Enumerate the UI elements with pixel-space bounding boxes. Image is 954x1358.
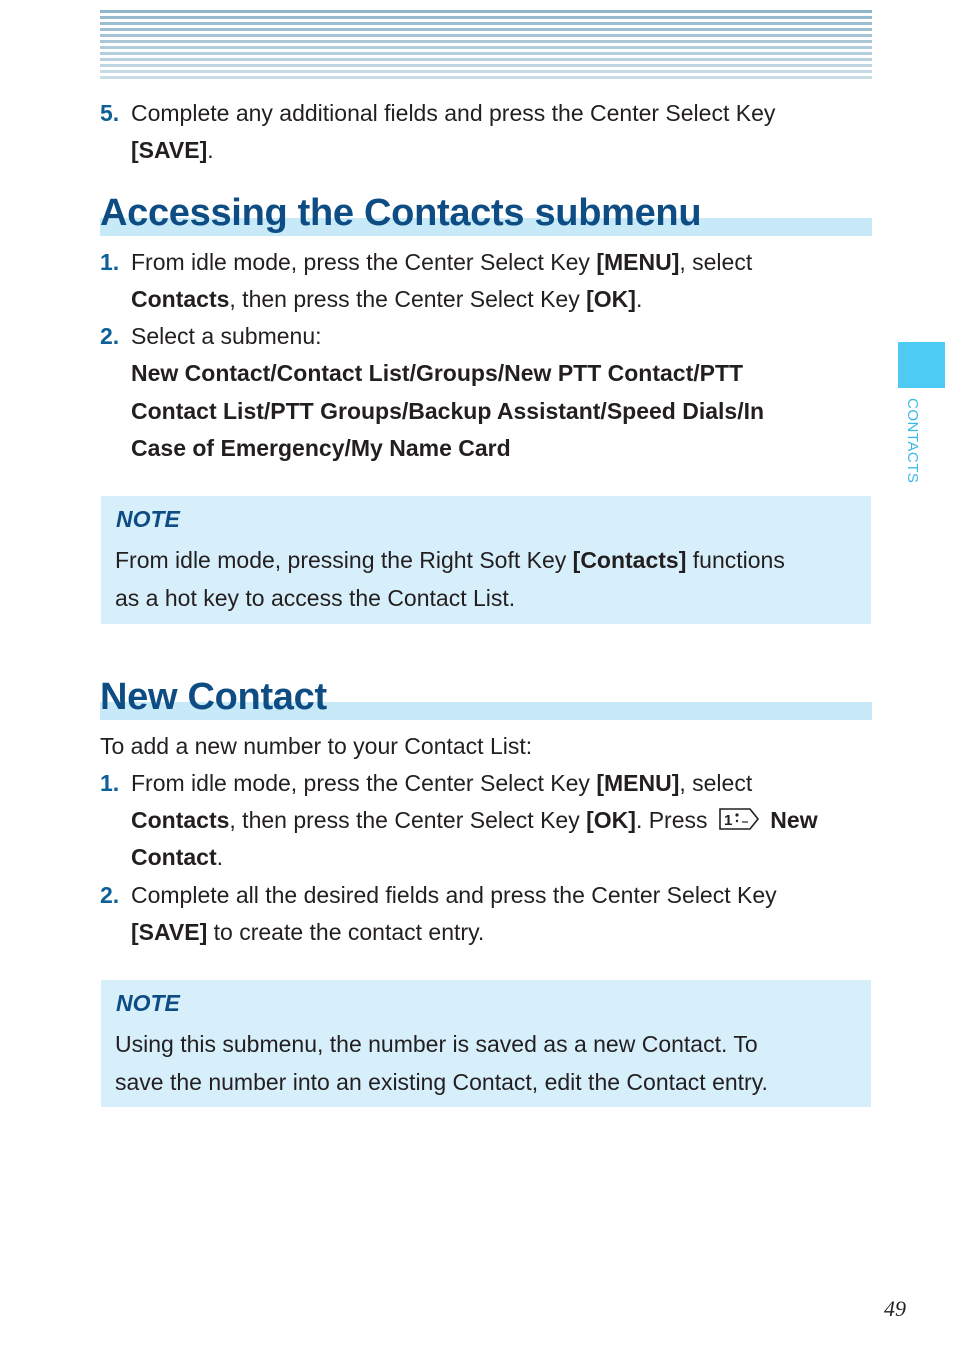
note-box xyxy=(101,496,871,624)
section-heading xyxy=(100,670,872,720)
step-text xyxy=(131,244,871,318)
contacts-label: Contacts xyxy=(131,807,230,833)
intro-text: To add a new number to your Contact List: xyxy=(100,733,533,759)
menu-key-label: [MENU] xyxy=(596,249,680,275)
note-body xyxy=(115,541,860,617)
chapter-tab xyxy=(898,342,945,388)
step-text-part: to create the contact entry. xyxy=(207,919,485,945)
step-text-part: , then press the Center Select Key xyxy=(229,286,587,312)
step-text-part: . Press xyxy=(635,807,714,833)
punctuation: . xyxy=(216,844,224,870)
new-contact-label: Contact xyxy=(131,844,217,870)
note-box xyxy=(101,980,871,1107)
ok-key-label: [OK] xyxy=(586,286,636,312)
step-text-part: From idle mode, press the Center Select Key xyxy=(131,249,597,275)
header-decoration xyxy=(100,10,872,80)
menu-key-label: [MENU] xyxy=(596,770,680,796)
note-text-part: functions xyxy=(686,547,785,573)
step-text-part: , select xyxy=(679,249,753,275)
submenu-list-line: Case of Emergency/My Name Card xyxy=(131,435,511,461)
save-key-label: [SAVE] xyxy=(131,137,208,163)
new-contact-label: New xyxy=(770,807,818,833)
note-text-part: as a hot key to access the Contact List. xyxy=(115,585,516,611)
step-text-part: From idle mode, press the Center Select Key xyxy=(131,770,597,796)
step-number: 2. xyxy=(100,323,120,349)
chapter-label: CONTACTS xyxy=(904,398,921,484)
step-text-line: Complete any additional fields and press the Center Select Key xyxy=(131,100,776,126)
punctuation: . xyxy=(207,137,214,163)
note-body xyxy=(115,1025,860,1101)
step-number: 1. xyxy=(100,770,120,796)
note-text-part: From idle mode, pressing the Right Soft Key xyxy=(115,547,573,573)
step-text xyxy=(131,95,871,169)
step-text xyxy=(131,877,871,951)
step-number: 5. xyxy=(100,100,120,126)
svg-text:1: 1 xyxy=(723,812,733,829)
submenu-list-line: New Contact/Contact List/Groups/New PTT Contact/PTT xyxy=(131,360,744,386)
punctuation: . xyxy=(635,286,643,312)
contacts-key-label: [Contacts] xyxy=(572,547,687,573)
ok-key-label: [OK] xyxy=(586,807,636,833)
step-text xyxy=(131,765,871,876)
note-title: NOTE xyxy=(116,990,180,1016)
contacts-label: Contacts xyxy=(131,286,230,312)
section-title: New Contact xyxy=(100,676,327,718)
step-number: 1. xyxy=(100,249,120,275)
step-text: Select a submenu: xyxy=(131,323,322,349)
save-key-label: [SAVE] xyxy=(131,919,208,945)
section-heading xyxy=(100,186,872,236)
step-number: 2. xyxy=(100,882,120,908)
key-1-icon xyxy=(718,805,760,829)
note-title: NOTE xyxy=(116,506,180,532)
submenu-list-line: Contact List/PTT Groups/Backup Assistant/Speed Dials/In xyxy=(131,397,765,424)
step-text-part: , then press the Center Select Key xyxy=(229,807,587,833)
step-text-part: Complete all the desired fields and press the Center Select Key xyxy=(131,882,777,908)
note-text-part: save the number into an existing Contact, edit the Contact entry. xyxy=(115,1069,768,1095)
submenu-list xyxy=(131,355,871,468)
section-title: Accessing the Contacts submenu xyxy=(100,192,702,234)
step-text-part: , select xyxy=(679,770,753,796)
note-text-part: Using this submenu, the number is saved as a new Contact. To xyxy=(115,1031,758,1057)
page-number: 49 xyxy=(884,1296,906,1321)
